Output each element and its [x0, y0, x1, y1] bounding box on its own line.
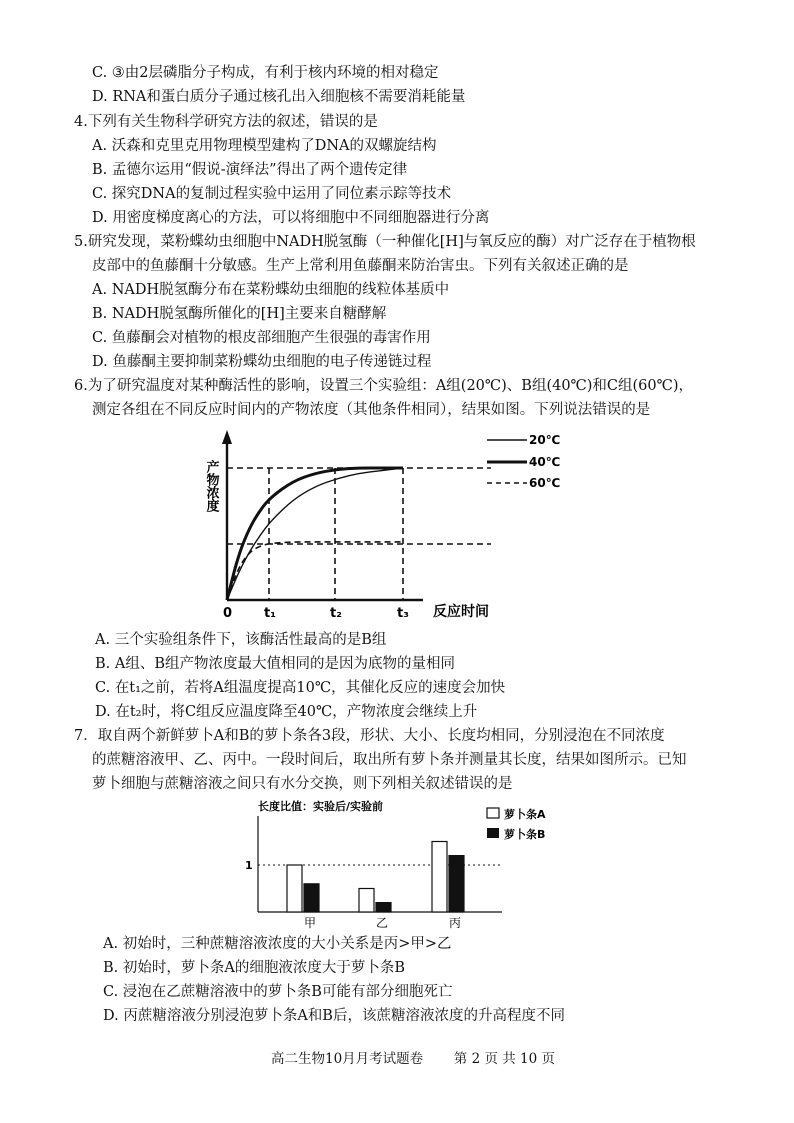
- chart-series: [227, 468, 403, 600]
- legend-b-label: 萝卜条B: [504, 828, 546, 841]
- legend-60-label: 60℃: [529, 476, 561, 490]
- tick-t3: t₃: [397, 606, 409, 621]
- legend-a-swatch: [487, 808, 499, 818]
- bar-y-axis-label: 长度比值：实验后/实验前: [258, 800, 384, 813]
- legend-b-swatch: [487, 828, 499, 838]
- q7-option-c: C. 浸泡在乙蔗糖溶液中的萝卜条B可能有部分细胞死亡: [103, 984, 453, 1000]
- tick-t2: t₂: [330, 606, 342, 621]
- q5-stem-line1: 5.研究发现，菜粉蝶幼虫细胞中NADH脱氢酶（一种催化[H]与氧反应的酶）对广泛存在于植物根: [74, 234, 696, 250]
- tick-t1: t₁: [264, 606, 276, 621]
- footer-page-number: 第 2 页 共 10 页: [453, 1051, 556, 1067]
- bar-a-1: [359, 889, 374, 913]
- bar-a-2: [432, 842, 447, 913]
- q5-option-d: D. 鱼藤酮主要抑制菜粉蝶幼虫细胞的电子传递链过程: [92, 354, 432, 370]
- q4-option-a: A. 沃森和克里克用物理模型建构了DNA的双螺旋结构: [92, 138, 437, 154]
- page-footer: [271, 1047, 555, 1067]
- guide-lines: [227, 468, 491, 600]
- svg-text:产物浓度: 产物浓度: [203, 460, 219, 512]
- enzyme-temperature-chart: [195, 420, 561, 625]
- bar-b-2: [449, 856, 464, 912]
- q7-stem-line3: 萝卜细胞与蔗糖溶液之间只有水分交换，则下列相关叙述错误的是: [92, 776, 513, 792]
- legend-20-label: 20℃: [529, 433, 561, 447]
- q6-option-d: D. 在t₂时，将C组反应温度降至40℃，产物浓度会继续上升: [95, 704, 478, 720]
- q4-option-b: B. 孟德尔运用“假说-演绎法”得出了两个遗传定律: [92, 162, 408, 178]
- series-line-0: [227, 468, 403, 600]
- q5-stem-line2: 皮部中的鱼藤酮十分敏感。生产上常利用鱼藤酮来防治害虫。下列有关叙述正确的是: [92, 258, 629, 274]
- y-axis-label: [204, 459, 220, 513]
- x-axis-label: 反应时间: [433, 604, 489, 620]
- bar-series: [287, 842, 464, 913]
- q6-stem-line1: 6.为了研究温度对某种酶活性的影响，设置三个实验组：A组(20℃)、B组(40℃)和C组(60℃)，: [74, 378, 694, 394]
- q7-option-d: D. 丙蔗糖溶液分别浸泡萝卜条A和B后，该蔗糖溶液浓度的升高程度不同: [103, 1008, 565, 1024]
- bar-a-0: [287, 865, 302, 912]
- q6-stem-line2: 测定各组在不同反应时间内的产物浓度（其他条件相同），结果如图。下列说法错误的是: [92, 402, 651, 418]
- q4-stem: 4.下列有关生物科学研究方法的叙述，错误的是: [74, 114, 378, 130]
- footer-exam-title: 高二生物10月月考试题卷: [271, 1051, 424, 1067]
- q6-option-b: B. A组、B组产物浓度最大值相同的是因为底物的量相同: [95, 656, 455, 672]
- q7-stem-line2: 的蔗糖溶液甲、乙、丙中。一段时间后，取出所有萝卜条并测量其长度，结果如图所示。已知: [92, 752, 687, 768]
- bar-b-0: [304, 884, 319, 912]
- legend-40-label: 40℃: [529, 455, 561, 469]
- q5-option-c: C. 鱼藤酮会对植物的根皮部细胞产生很强的毒害作用: [92, 330, 431, 346]
- q7-stem-line1: 7．取自两个新鲜萝卜A和B的萝卜条各3段，形状、大小、长度均相同，分别浸泡在不同浓度: [74, 728, 665, 744]
- q6-option-c: C. 在t₁之前，若将A组温度提高10℃，其催化反应的速度会加快: [95, 680, 506, 696]
- legend: [487, 433, 560, 490]
- reference-label: 1: [245, 859, 253, 872]
- bar-b-1: [376, 903, 391, 912]
- q7-option-a: A. 初始时，三种蔗糖溶液浓度的大小关系是丙>甲>乙: [103, 936, 452, 952]
- series-line-2: [227, 542, 403, 600]
- q4-option-c: C. 探究DNA的复制过程实验中运用了同位素示踪等技术: [92, 186, 452, 202]
- origin-label: 0: [223, 606, 233, 621]
- q5-option-a: A. NADH脱氢酶分布在菜粉蝶幼虫细胞的线粒体基质中: [92, 282, 450, 298]
- q7-option-b: B. 初始时，萝卜条A的细胞液浓度大于萝卜条B: [103, 960, 405, 976]
- legend-a-label: 萝卜条A: [504, 808, 546, 821]
- q5-option-b: B. NADH脱氢酶所催化的[H]主要来自糖酵解: [92, 306, 387, 322]
- category-yi: 乙: [376, 916, 389, 930]
- radish-length-chart: [240, 796, 570, 934]
- q3-option-d: D. RNA和蛋白质分子通过核孔出入细胞核不需要消耗能量: [92, 89, 466, 105]
- q4-option-d: D. 用密度梯度离心的方法，可以将细胞中不同细胞器进行分离: [92, 210, 490, 226]
- category-bing: 丙: [449, 916, 462, 930]
- category-jia: 甲: [304, 916, 317, 930]
- q6-option-a: A. 三个实验组条件下，该酶活性最高的是B组: [95, 632, 387, 648]
- q3-option-c: C. ③由2层磷脂分子构成，有利于核内环境的相对稳定: [92, 65, 439, 81]
